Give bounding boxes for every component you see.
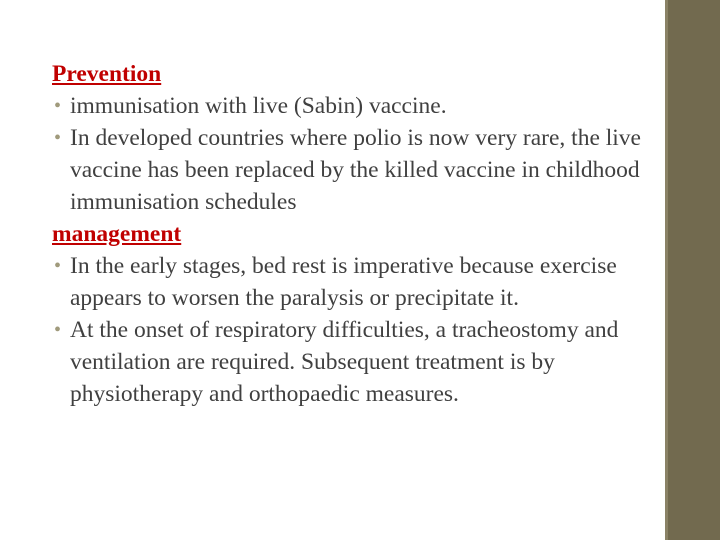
- bullet-item: [52, 122, 670, 218]
- bullet-text: In developed countries where polio is now very rare, the live vaccine has been replaced by the killed vaccine in childhood immunisation schedules: [70, 125, 641, 215]
- bullet-item: [52, 250, 680, 314]
- heading-management: management: [52, 221, 182, 247]
- slide-content: [52, 58, 692, 410]
- bullet-text: In the early stages, bed rest is imperative because exercise appears to worsen the paralysis or precipitate it.: [70, 253, 617, 311]
- bullet-dot-icon: •: [54, 127, 62, 149]
- bullet-text: At the onset of respiratory difficulties, a tracheostomy and ventilation are required. Subsequent treatment is by physiotherapy and orthopaedic measures.: [70, 317, 619, 407]
- bullet-dot-icon: •: [54, 319, 62, 341]
- bullet-item: [52, 90, 670, 122]
- bullet-text: immunisation with live (Sabin) vaccine.: [70, 93, 447, 119]
- bullet-item: [52, 314, 680, 410]
- bullet-dot-icon: •: [54, 255, 62, 277]
- bullet-dot-icon: •: [54, 95, 62, 117]
- heading-prevention: Prevention: [52, 61, 162, 87]
